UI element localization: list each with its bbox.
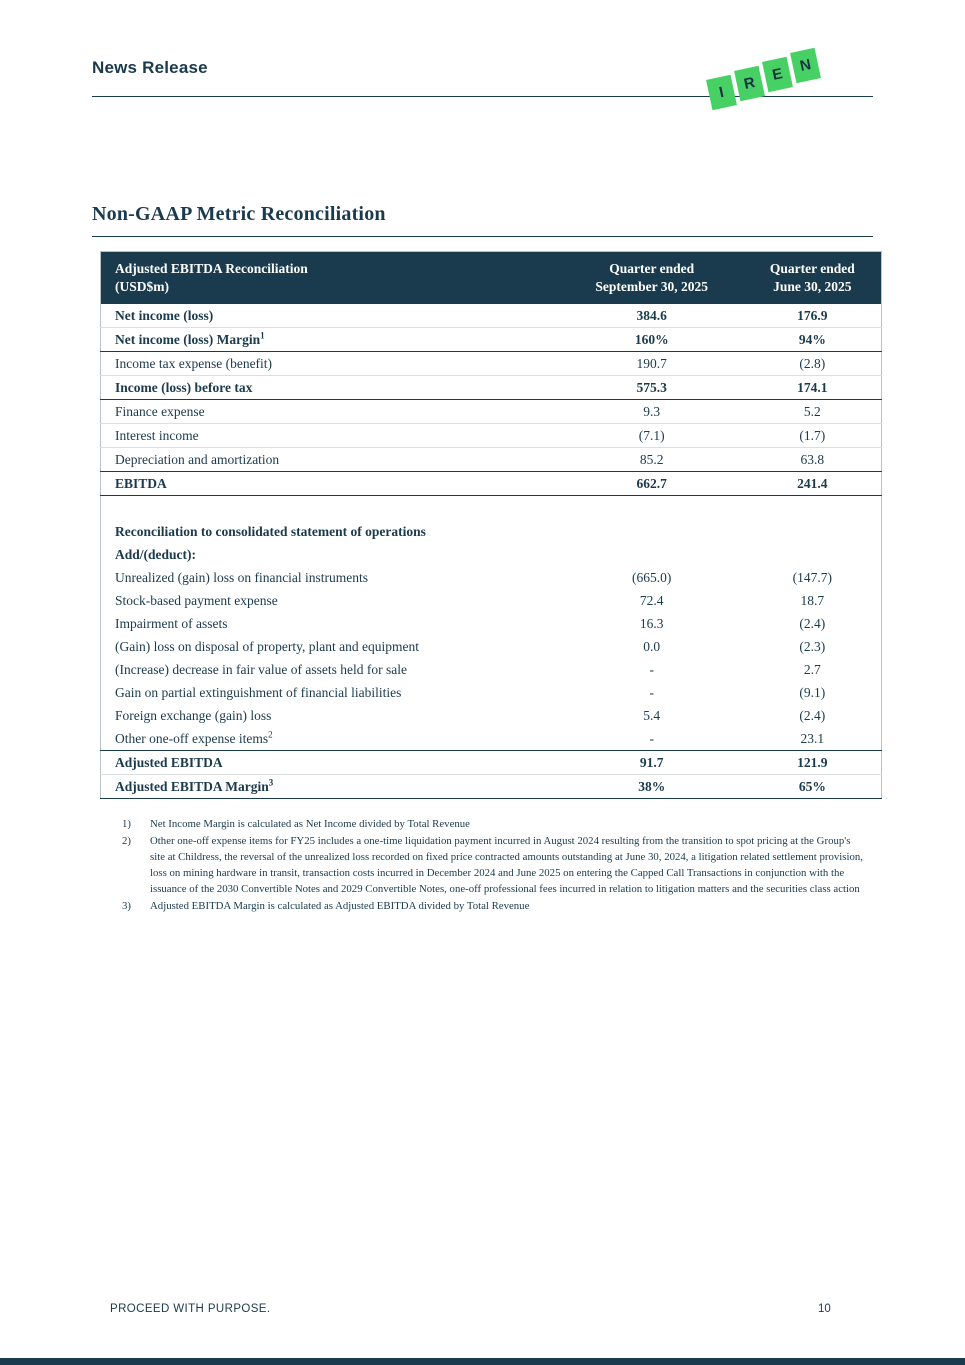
column-header-q1-line1: Quarter ended [609, 261, 695, 276]
value-quarter-sep-2025: 38% [560, 774, 744, 798]
row-label: Adjusted EBITDA Margin$^3$ [101, 774, 560, 798]
value-quarter-jun-2025: 18.7 [800, 592, 825, 608]
table-header-row [101, 252, 882, 305]
value-quarter-sep-2025: 9.3 [560, 400, 744, 424]
footer-tagline: PROCEED WITH PURPOSE. [110, 1303, 271, 1315]
value-quarter-sep-2025: 0.0 [643, 638, 661, 654]
table-row [101, 750, 882, 774]
logo-tile-i: I [706, 75, 737, 111]
value-quarter-jun-2025: 2.7 [803, 661, 821, 677]
value-quarter-sep-2025: 190.7 [560, 352, 744, 376]
footnote-item [122, 817, 864, 833]
row-label: Adjusted EBITDA [101, 750, 560, 774]
footnote-number: 1) [122, 817, 131, 830]
logo-tile-r: R [734, 66, 765, 102]
row-label: (Gain) loss on disposal of property, plant and equipment [115, 638, 419, 654]
row-label: Reconciliation to consolidated statement of operations [115, 523, 426, 539]
footnote-number: 3) [122, 899, 131, 912]
column-header-q2-line1: Quarter ended [769, 261, 855, 276]
value-quarter-sep-2025: 384.6 [560, 304, 744, 328]
column-header-q2-line2: June 30, 2025 [773, 279, 852, 295]
row-label: Other one-off expense items$^2$ [101, 727, 560, 751]
footnote-text: Adjusted EBITDA Margin is calculated as Adjusted EBITDA divided by Total Revenue [150, 899, 530, 912]
value-quarter-sep-2025 [560, 520, 744, 543]
row-label: Gain on partial extinguishment of financial liabilities [115, 684, 402, 700]
value-quarter-jun-2025: (1.7) [744, 424, 882, 448]
table-row [101, 376, 882, 400]
value-quarter-sep-2025: 5.4 [643, 707, 661, 723]
row-label: (Increase) decrease in fair value of assets held for sale [115, 661, 407, 677]
row-label: Impairment of assets [115, 615, 228, 631]
row-label: Net income (loss) [101, 304, 560, 328]
table-row [101, 658, 882, 681]
value-quarter-sep-2025: - [649, 661, 654, 677]
table-body [101, 304, 882, 798]
column-header-metric [101, 252, 560, 305]
row-label: Add/(deduct): [115, 546, 197, 562]
value-quarter-jun-2025: 23.1 [744, 727, 882, 751]
row-label [101, 496, 560, 520]
value-quarter-sep-2025: 91.7 [560, 750, 744, 774]
page-footer [0, 1299, 965, 1315]
value-quarter-jun-2025: 65% [744, 774, 882, 798]
value-quarter-sep-2025: 662.7 [560, 472, 744, 496]
news-release-label: News Release [92, 58, 208, 77]
value-quarter-sep-2025: 16.3 [639, 615, 664, 631]
value-quarter-sep-2025: 575.3 [560, 376, 744, 400]
value-quarter-jun-2025: 121.9 [744, 750, 882, 774]
masthead [92, 0, 873, 102]
value-quarter-jun-2025 [744, 543, 882, 566]
row-label: Unrealized (gain) loss on financial instruments [115, 569, 369, 585]
footnote-number: 2) [122, 834, 131, 847]
table-row [101, 589, 882, 612]
table-row [101, 328, 882, 352]
footnotes [122, 817, 864, 915]
row-label: Net income (loss) Margin$^1$ [101, 328, 560, 352]
logo-tile-e: E [762, 57, 793, 93]
value-quarter-jun-2025: (2.3) [799, 638, 826, 654]
value-quarter-jun-2025: 174.1 [744, 376, 882, 400]
value-quarter-sep-2025: - [560, 727, 744, 751]
row-label: Stock-based payment expense [115, 592, 278, 608]
row-label: Income tax expense (benefit) [101, 352, 560, 376]
table-row [101, 635, 882, 658]
row-label: Depreciation and amortization [101, 448, 560, 472]
value-quarter-jun-2025: (147.7) [792, 569, 832, 585]
table-row [101, 543, 882, 566]
ebitda-reconciliation-table [100, 251, 882, 799]
row-label: EBITDA [101, 472, 560, 496]
value-quarter-jun-2025: (2.8) [744, 352, 882, 376]
footnote-text: Net Income Margin is calculated as Net Income divided by Total Revenue [150, 817, 470, 830]
table-row [101, 612, 882, 635]
table-row [101, 727, 882, 751]
value-quarter-sep-2025 [560, 543, 744, 566]
page-content [92, 0, 873, 916]
bottom-accent-bar [0, 1358, 965, 1365]
table-row [101, 400, 882, 424]
page-title: Non-GAAP Metric Reconciliation [92, 203, 873, 237]
value-quarter-jun-2025: 241.4 [744, 472, 882, 496]
table-row [101, 352, 882, 376]
table-row [101, 774, 882, 798]
page-number: 10 [818, 1303, 831, 1315]
table-head [101, 252, 882, 305]
value-quarter-jun-2025 [744, 496, 882, 520]
footnote-marker: 2 [268, 729, 273, 740]
column-header-metric-line1: Adjusted EBITDA Reconciliation [115, 261, 308, 276]
value-quarter-jun-2025 [744, 520, 882, 543]
row-label: Finance expense [101, 400, 560, 424]
table-row [101, 472, 882, 496]
value-quarter-jun-2025: (9.1) [799, 684, 826, 700]
value-quarter-sep-2025: - [649, 684, 654, 700]
value-quarter-jun-2025: 176.9 [744, 304, 882, 328]
row-label: Interest income [101, 424, 560, 448]
column-header-quarter-jun-2025 [744, 252, 882, 305]
value-quarter-sep-2025: 72.4 [639, 592, 664, 608]
row-label: Foreign exchange (gain) loss [115, 707, 272, 723]
table-row [101, 520, 882, 543]
iren-logo [709, 50, 818, 108]
table-row [101, 704, 882, 727]
value-quarter-jun-2025: 5.2 [744, 400, 882, 424]
column-header-q1-line2: September 30, 2025 [595, 279, 709, 295]
footnote-item [122, 834, 864, 898]
value-quarter-jun-2025: 63.8 [744, 448, 882, 472]
footnote-marker: 3 [268, 777, 274, 788]
table-row [101, 448, 882, 472]
column-header-metric-line2: (USD$m) [115, 279, 169, 295]
table-row [101, 424, 882, 448]
value-quarter-sep-2025: (665.0) [632, 569, 672, 585]
footnote-item [122, 899, 864, 915]
value-quarter-sep-2025: (7.1) [560, 424, 744, 448]
spacer-row [101, 496, 882, 520]
value-quarter-sep-2025: 85.2 [560, 448, 744, 472]
footnote-text: Other one-off expense items for FY25 includes a one-time liquidation payment incurred in August 2024 resulting from the transition to spot pricing at the Group's site at Childress, the reversal of the unrealized loss recorded on fixed price contracted amounts outstanding at June 30, 2024, a litigation related settlement provision, loss on mining hardware in transit, transaction costs incurred in December 2024 and June 2025 on entering the Capped Call Transactions in conjunction with the issuance of the 2030 Convertible Notes and 2029 Convertible Notes, one-off professional fees incurred in relation to litigation matters and the securities class action [150, 834, 863, 895]
value-quarter-jun-2025: 94% [744, 328, 882, 352]
column-header-quarter-sep-2025 [560, 252, 744, 305]
value-quarter-jun-2025: (2.4) [799, 707, 826, 723]
table-row [101, 304, 882, 328]
row-label: Income (loss) before tax [101, 376, 560, 400]
table-row [101, 681, 882, 704]
value-quarter-sep-2025: 160% [560, 328, 744, 352]
table-row [101, 566, 882, 589]
footnote-marker: 1 [260, 330, 265, 341]
value-quarter-sep-2025 [560, 496, 744, 520]
value-quarter-jun-2025: (2.4) [799, 615, 826, 631]
logo-tile-n: N [790, 48, 821, 84]
